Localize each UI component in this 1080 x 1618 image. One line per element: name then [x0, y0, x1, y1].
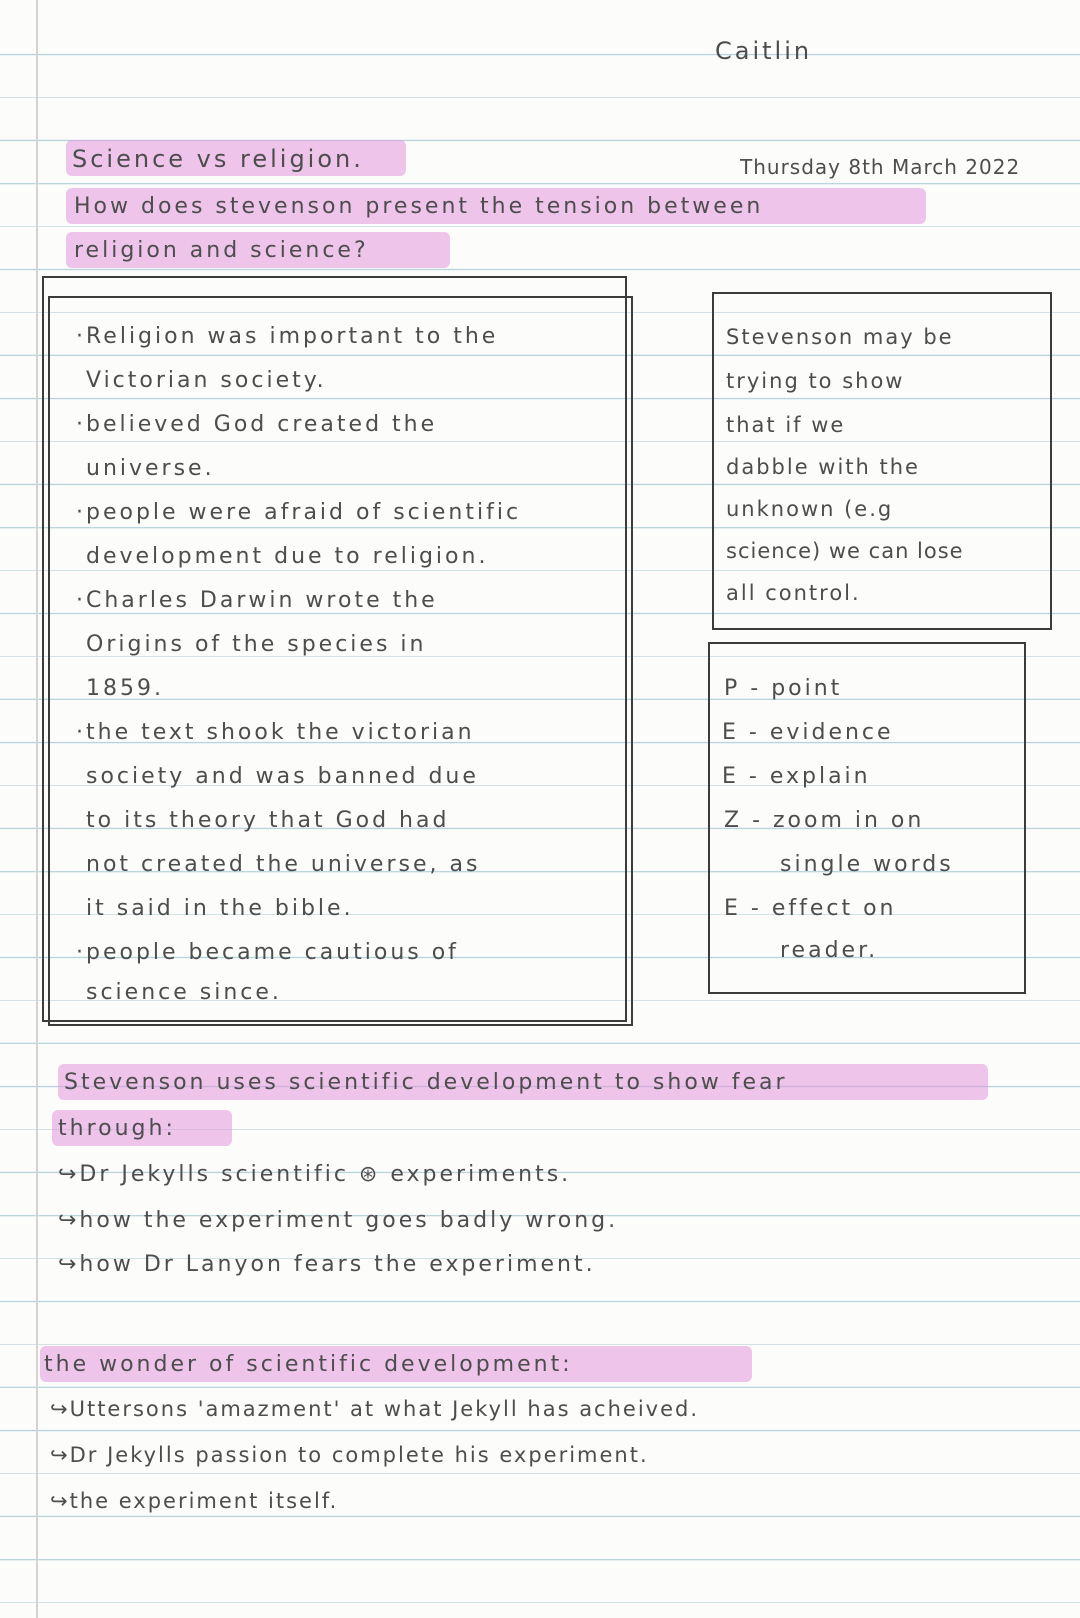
fear-item: ↪how the experiment goes badly wrong. [58, 1208, 619, 1233]
fear-item: ↪Dr Jekylls scientific ⊛ experiments. [58, 1162, 572, 1187]
context-line: ·people became cautious of [76, 940, 459, 965]
context-line: 1859. [86, 676, 164, 701]
context-line: not created the universe, as [86, 852, 481, 877]
fear-heading-cont: through: [58, 1116, 176, 1141]
peeze-line: P - point [724, 676, 843, 701]
intent-line: Stevenson may be [726, 325, 954, 349]
context-line: it said in the bible. [86, 896, 354, 921]
stevenson-intent-box [712, 292, 1052, 630]
context-line: ·Charles Darwin wrote the [76, 588, 438, 613]
context-line: ·believed God created the [76, 412, 438, 437]
context-line: universe. [86, 456, 215, 481]
peeze-box [708, 642, 1026, 994]
question-line-2: religion and science? [74, 238, 369, 263]
wonder-heading: the wonder of scientific development: [44, 1352, 573, 1377]
wonder-item: ↪the experiment itself. [50, 1489, 339, 1513]
date: Thursday 8th March 2022 [740, 155, 1021, 179]
page-title: Science vs religion. [72, 145, 364, 173]
context-line: science since. [86, 980, 282, 1005]
fear-heading: Stevenson uses scientific development to show fear [64, 1070, 788, 1095]
context-line: Origins of the species in [86, 632, 427, 657]
intent-line: trying to show [726, 369, 905, 393]
intent-line: unknown (e.g [726, 497, 894, 521]
context-line: Victorian society. [86, 368, 327, 393]
fear-item: ↪how Dr Lanyon fears the experiment. [58, 1252, 596, 1277]
intent-line: science) we can lose [726, 539, 964, 563]
author-name: Caitlin [715, 37, 813, 65]
peeze-line: reader. [780, 938, 879, 963]
context-box [48, 296, 633, 1026]
wonder-item: ↪Uttersons 'amazment' at what Jekyll has acheived. [50, 1397, 700, 1421]
peeze-line: E - explain [722, 764, 871, 789]
context-line: society and was banned due [86, 764, 479, 789]
context-line: ·people were afraid of scientific [76, 500, 522, 525]
context-line: ·Religion was important to the [76, 324, 499, 349]
peeze-line: E - effect on [724, 896, 897, 921]
intent-line: dabble with the [726, 455, 920, 479]
context-line: development due to religion. [86, 544, 489, 569]
peeze-line: single words [780, 852, 954, 877]
context-line: ·the text shook the victorian [76, 720, 475, 745]
intent-line: that if we [726, 413, 846, 437]
wonder-item: ↪Dr Jekylls passion to complete his experiment. [50, 1443, 649, 1467]
question-line-1: How does stevenson present the tension between [74, 194, 764, 219]
peeze-line: E - evidence [722, 720, 894, 745]
margin-line [36, 0, 38, 1618]
context-line: to its theory that God had [86, 808, 450, 833]
peeze-line: Z - zoom in on [724, 808, 925, 833]
intent-line: all control. [726, 581, 861, 605]
